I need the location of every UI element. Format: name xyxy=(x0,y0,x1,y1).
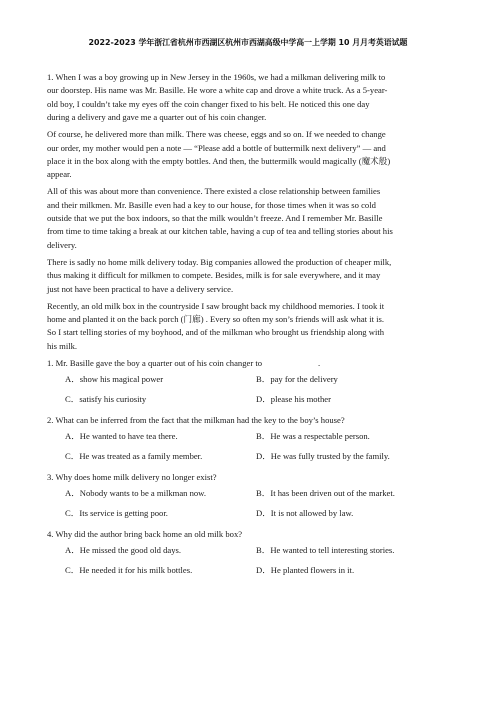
document-title: 2022-2023 学年浙江省杭州市西湖区杭州市西湖高级中学高一上学期 10 月月考英语试题 xyxy=(88,38,408,47)
question-stem xyxy=(47,528,457,541)
question-stem xyxy=(47,414,457,427)
option-row xyxy=(47,447,457,467)
answer-option[interactable]: C．He needed it for his milk bottles. xyxy=(65,564,193,575)
paragraph-line: So I start telling stories of my boyhood, and of the milkman who brought us friendship along with xyxy=(47,327,385,338)
passage xyxy=(47,71,457,353)
paragraph-line: delivery. xyxy=(47,239,77,250)
paragraph-line: Of course, he delivered more than milk. There was cheese, eggs and so on. If we needed to change xyxy=(47,129,386,140)
questions xyxy=(47,357,457,581)
answer-option[interactable]: C．Its service is getting poor. xyxy=(65,507,168,518)
option-row xyxy=(47,370,457,390)
answer-option[interactable]: D．please his mother xyxy=(256,393,331,404)
paragraph-line: thus making it difficult for milkmen to compete. Besides, milk is for sale everywhere, and it may xyxy=(47,270,381,281)
paragraph-line: outside that we put the box indoors, so that the milk wouldn’t freeze. And I remember Mr. Basille xyxy=(47,213,383,224)
passage-paragraph xyxy=(47,71,457,125)
paragraph-line: Recently, an old milk box in the countryside I saw brought back my childhood memories. I took it xyxy=(47,300,385,311)
answer-option[interactable]: A．He wanted to have tea there. xyxy=(65,430,178,441)
answer-option[interactable]: A．He missed the good old days. xyxy=(65,544,182,555)
option-row xyxy=(47,504,457,524)
answer-option[interactable]: D．He planted flowers in it. xyxy=(256,564,355,575)
option-row xyxy=(47,390,457,410)
question-tail: . xyxy=(318,357,321,368)
paragraph-line: There is sadly no home milk delivery today. Big companies allowed the production of cheaper milk, xyxy=(47,256,392,267)
question-text: 4. Why did the author bring back home an old milk box? xyxy=(47,528,243,539)
paragraph-line: during a delivery and gave me a quarter out of his coin changer. xyxy=(47,112,267,123)
paragraph-line: All of this was about more than convenience. There existed a close relationship between families xyxy=(47,186,381,197)
passage-paragraph xyxy=(47,128,457,182)
question-block xyxy=(47,357,457,410)
question-block xyxy=(47,414,457,467)
paragraph-line: home and planted it on the back porch (门廊) . Every so often my son’s friends will ask what it is. xyxy=(47,313,384,324)
question-block xyxy=(47,471,457,524)
paragraph-line: old boy, I couldn’t take my eyes off the coin changer fixed to his belt. He noticed this one day xyxy=(47,98,370,109)
paragraph-line: and their milkmen. Mr. Basille even had a key to our house, for those times when it was so cold xyxy=(47,199,376,210)
question-text: 2. What can be inferred from the fact that the milkman had the key to the boy’s house? xyxy=(47,414,345,425)
question-text: 3. Why does home milk delivery no longer exist? xyxy=(47,471,217,482)
answer-option[interactable]: A．Nobody wants to be a milkman now. xyxy=(65,487,206,498)
passage-paragraph xyxy=(47,300,457,354)
option-row xyxy=(47,484,457,504)
question-block xyxy=(47,528,457,581)
answer-option[interactable]: D．It is not allowed by law. xyxy=(256,507,354,518)
answer-option[interactable]: C．He was treated as a family member. xyxy=(65,450,203,461)
option-row xyxy=(47,427,457,447)
paragraph-line: just not have been practical to have a delivery service. xyxy=(47,283,234,294)
paragraph-line: from time to time taking a break at our kitchen table, having a cup of tea and telling stories about his xyxy=(47,226,393,237)
answer-option[interactable]: B．pay for the delivery xyxy=(256,373,338,384)
question-text: 1. Mr. Basille gave the boy a quarter out of his coin changer to xyxy=(47,357,263,368)
answer-option[interactable]: A．show his magical power xyxy=(65,373,164,384)
answer-option[interactable]: B．He wanted to tell interesting stories. xyxy=(256,544,395,555)
question-stem xyxy=(47,357,457,370)
passage-paragraph xyxy=(47,185,457,252)
answer-option[interactable]: B．It has been driven out of the market. xyxy=(256,487,395,498)
answer-option[interactable]: D．He was fully trusted by the family. xyxy=(256,450,390,461)
paragraph-line: our doorstep. His name was Mr. Basille. He wore a white cap and drove a white truck. As a 5-year- xyxy=(47,85,388,96)
option-row xyxy=(47,541,457,561)
option-row xyxy=(47,561,457,581)
reading-section xyxy=(47,71,457,581)
answer-option[interactable]: C．satisfy his curiosity xyxy=(65,393,147,404)
paragraph-line: appear. xyxy=(47,169,72,180)
passage-paragraph xyxy=(47,256,457,296)
paragraph-line: our order, my mother would pen a note — “Please add a bottle of buttermilk next delivery” — and xyxy=(47,142,386,153)
paragraph-line: his milk. xyxy=(47,340,78,351)
paragraph-line: place it in the box along with the empty bottles. And then, the buttermilk would magically (魔术般) xyxy=(47,155,391,166)
question-stem xyxy=(47,471,457,484)
paragraph-line: 1. When I was a boy growing up in New Jersey in the 1960s, we had a milkman delivering milk to xyxy=(47,72,386,82)
answer-option[interactable]: B．He was a respectable person. xyxy=(256,430,370,441)
